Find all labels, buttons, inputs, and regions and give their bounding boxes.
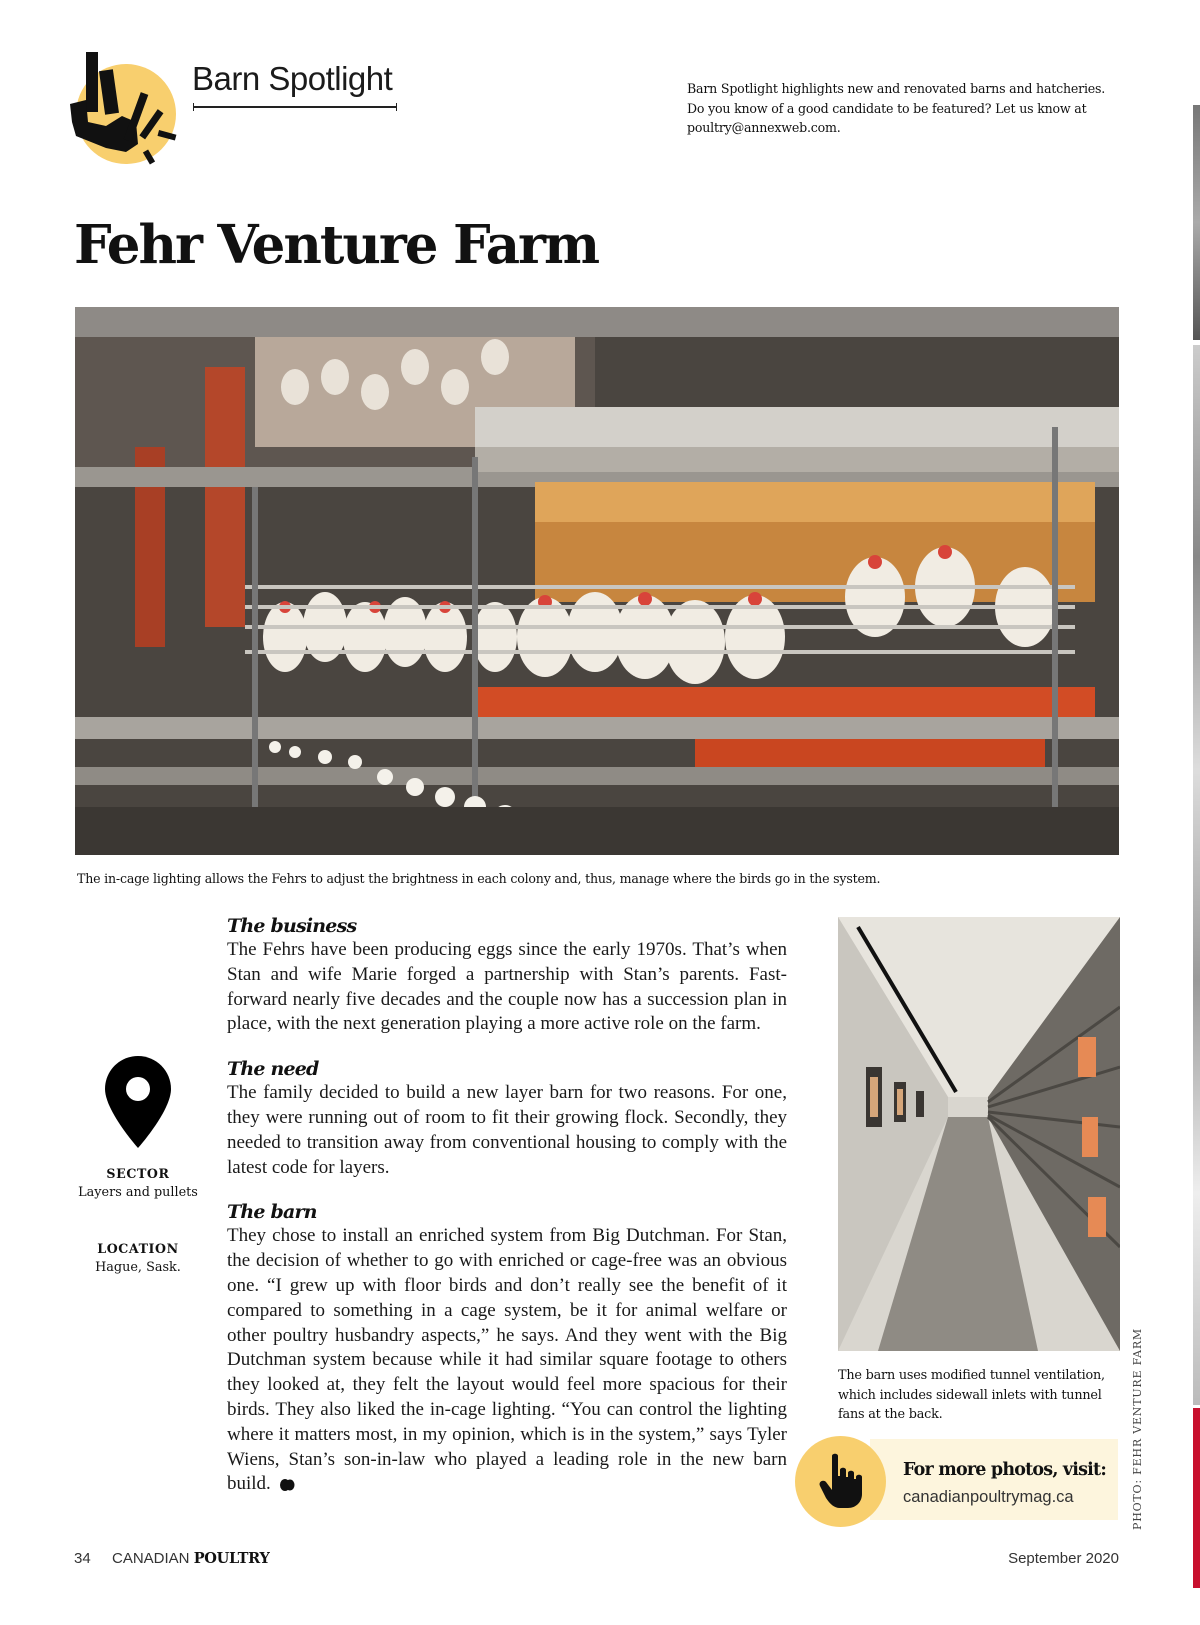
facing-page-red-edge <box>1193 1408 1200 1588</box>
hero-photo-caption: The in-cage lighting allows the Fehrs to adjust the brightness in each colony and, thus, manage where the birds go in the system. <box>77 871 881 886</box>
pointing-hand-icon <box>818 1452 864 1510</box>
sector-value: Layers and pullets <box>78 1185 198 1200</box>
paragraph-need: The family decided to build a new layer barn for two reasons. For one, they were running out of room to fit their growing flock. Secondly, they needed to transition away from conventional housing to comply with the latest code for layers. <box>227 1082 787 1178</box>
location-label: LOCATION <box>97 1241 179 1256</box>
intro-line: Do you know of a good candidate to be featured? Let us know at <box>687 100 1087 116</box>
end-of-story-egg-icon <box>279 1476 295 1492</box>
side-photo-barn-aisle <box>838 917 1120 1351</box>
intro-email-link[interactable]: poultry@annexweb.com. <box>687 120 841 135</box>
subhead-barn: The barn <box>227 1201 317 1224</box>
hero-photo-hens-in-cages <box>75 307 1119 855</box>
issue-date: September 2020 <box>1008 1550 1119 1567</box>
paragraph-barn <box>227 1224 787 1497</box>
paragraph-business: The Fehrs have been producing eggs since the early 1970s. That’s when Stan and wife Marie forged a partnership with Stan’s parents. Fast-forward nearly five decades and the couple now has a succession plan in place, with the next generation playing a more active role on the farm. <box>227 939 787 1035</box>
callout-title: For more photos, visit: <box>903 1460 1106 1480</box>
location-pin-icon <box>105 1056 171 1148</box>
facing-page-edge <box>1193 345 1200 1405</box>
side-photo-caption: The barn uses modified tunnel ventilation, which includes sidewall inlets with tunnel fans at the back. <box>838 1368 1105 1422</box>
magazine-name-light: CANADIAN <box>112 1550 194 1567</box>
article-headline: Fehr Venture Farm <box>74 214 599 276</box>
sector-fact <box>60 1166 216 1200</box>
sector-label: SECTOR <box>106 1166 170 1181</box>
section-title: Barn Spotlight <box>192 60 393 97</box>
section-intro <box>687 79 1127 138</box>
subhead-need: The need <box>227 1058 319 1081</box>
intro-line: Barn Spotlight highlights new and renovated barns and hatcheries. <box>687 81 1106 96</box>
subhead-business: The business <box>227 915 357 937</box>
location-value: Hague, Sask. <box>95 1260 181 1275</box>
magazine-name-bold: POULTRY <box>193 1550 270 1567</box>
photo-credit: PHOTO: FEHR VENTURE FARM <box>1131 1328 1144 1530</box>
barn-spotlight-logo-icon <box>66 52 186 172</box>
paragraph-barn-text: They chose to install an enriched system from Big Dutchman. For Stan, the decision of whether to go with enriched or cage-free was an obvious one. “I grew up with floor birds and don’t really see the benefit of it compared to something in a cage system, be it for animal welfare or other poultry husbandry aspects,” he says. And they went with the Big Dutchman system because while it had similar square footage to others they looked at, they felt the layout would feel more spacious for their birds. They also liked the in-cage lighting. “You can control the lighting where it matters most, in my opinion, which is in the system,” says Tyler Wiens, Stan’s son-in-law who played a leading role in the new barn build. <box>227 1225 787 1495</box>
facing-page-edge <box>1193 105 1200 340</box>
magazine-name <box>112 1550 270 1567</box>
article-body <box>227 914 787 1497</box>
location-fact <box>60 1241 216 1275</box>
callout-website-link[interactable]: canadianpoultrymag.ca <box>903 1488 1074 1506</box>
section-title-rule <box>193 106 397 108</box>
page-number: 34 <box>74 1550 91 1567</box>
